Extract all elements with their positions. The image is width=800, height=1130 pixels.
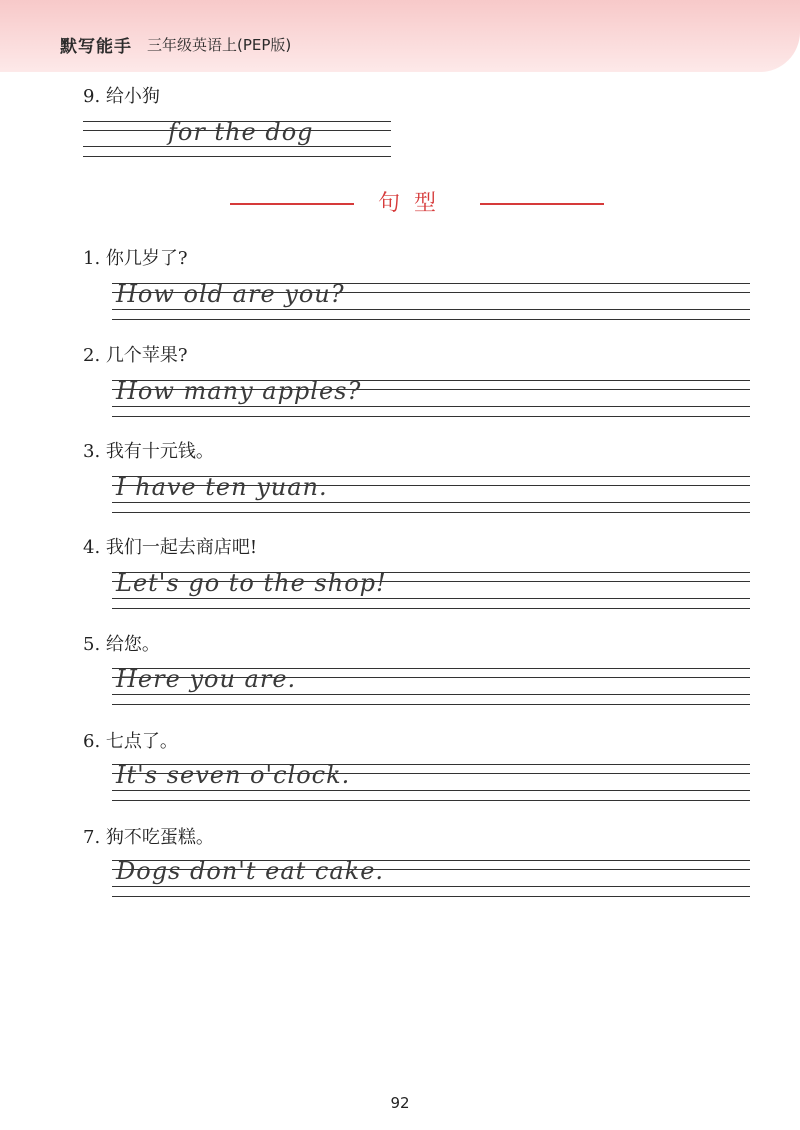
- handwritten-answer: for the dog: [168, 118, 314, 146]
- writing-line: [112, 608, 750, 609]
- handwritten-answer: Let's go to the shop!: [116, 569, 387, 597]
- writing-line: [112, 598, 750, 599]
- writing-line: [112, 800, 750, 801]
- item-number: 3.: [83, 441, 101, 462]
- item-number: 6.: [83, 731, 101, 752]
- section-title: [0, 186, 800, 216]
- writing-line: [112, 406, 750, 407]
- writing-line: [112, 704, 750, 705]
- item-number: 9.: [83, 86, 101, 107]
- item-prompt: 七点了。: [105, 731, 178, 752]
- page-header: [0, 0, 800, 72]
- writing-line: [83, 156, 391, 157]
- item-number: 1.: [83, 248, 101, 269]
- item-label: [83, 533, 257, 559]
- item-prompt: 狗不吃蛋糕。: [105, 827, 214, 848]
- item-label: [83, 823, 214, 849]
- item-label: [83, 341, 188, 367]
- writing-line: [112, 309, 750, 310]
- item-prompt: 给小狗: [105, 86, 160, 107]
- item-prompt: 几个苹果?: [105, 345, 188, 366]
- writing-line: [112, 790, 750, 791]
- header-subtitle: 三年级英语上(PEP版): [147, 36, 292, 54]
- item-label: [83, 244, 188, 270]
- item-label: [83, 437, 214, 463]
- title-rule-right: [480, 203, 604, 205]
- item-label: [83, 727, 178, 753]
- writing-line: [112, 886, 750, 887]
- item-prompt: 我们一起去商店吧!: [105, 537, 258, 558]
- item-label: [83, 82, 160, 108]
- item-label: [83, 630, 160, 656]
- page-number: 92: [390, 1094, 410, 1112]
- writing-line: [112, 694, 750, 695]
- handwritten-answer: How many apples?: [116, 377, 362, 405]
- handwritten-answer: How old are you?: [116, 280, 345, 308]
- item-prompt: 给您。: [105, 634, 160, 655]
- writing-line: [112, 896, 750, 897]
- section-title-text: 句型: [378, 191, 451, 216]
- handwritten-answer: I have ten yuan.: [116, 473, 328, 501]
- writing-line: [83, 146, 391, 147]
- title-rule-left: [230, 203, 354, 205]
- item-number: 4.: [83, 537, 101, 558]
- header-brand: 默写能手: [60, 37, 132, 57]
- item-prompt: 你几岁了?: [105, 248, 188, 269]
- item-number: 5.: [83, 634, 101, 655]
- handwritten-answer: Here you are.: [116, 665, 297, 693]
- item-number: 7.: [83, 827, 101, 848]
- writing-line: [112, 502, 750, 503]
- handwritten-answer: Dogs don't eat cake.: [116, 857, 385, 885]
- item-number: 2.: [83, 345, 101, 366]
- writing-line: [112, 319, 750, 320]
- writing-line: [112, 416, 750, 417]
- handwritten-answer: It's seven o'clock.: [116, 761, 351, 789]
- item-prompt: 我有十元钱。: [105, 441, 214, 462]
- writing-line: [112, 512, 750, 513]
